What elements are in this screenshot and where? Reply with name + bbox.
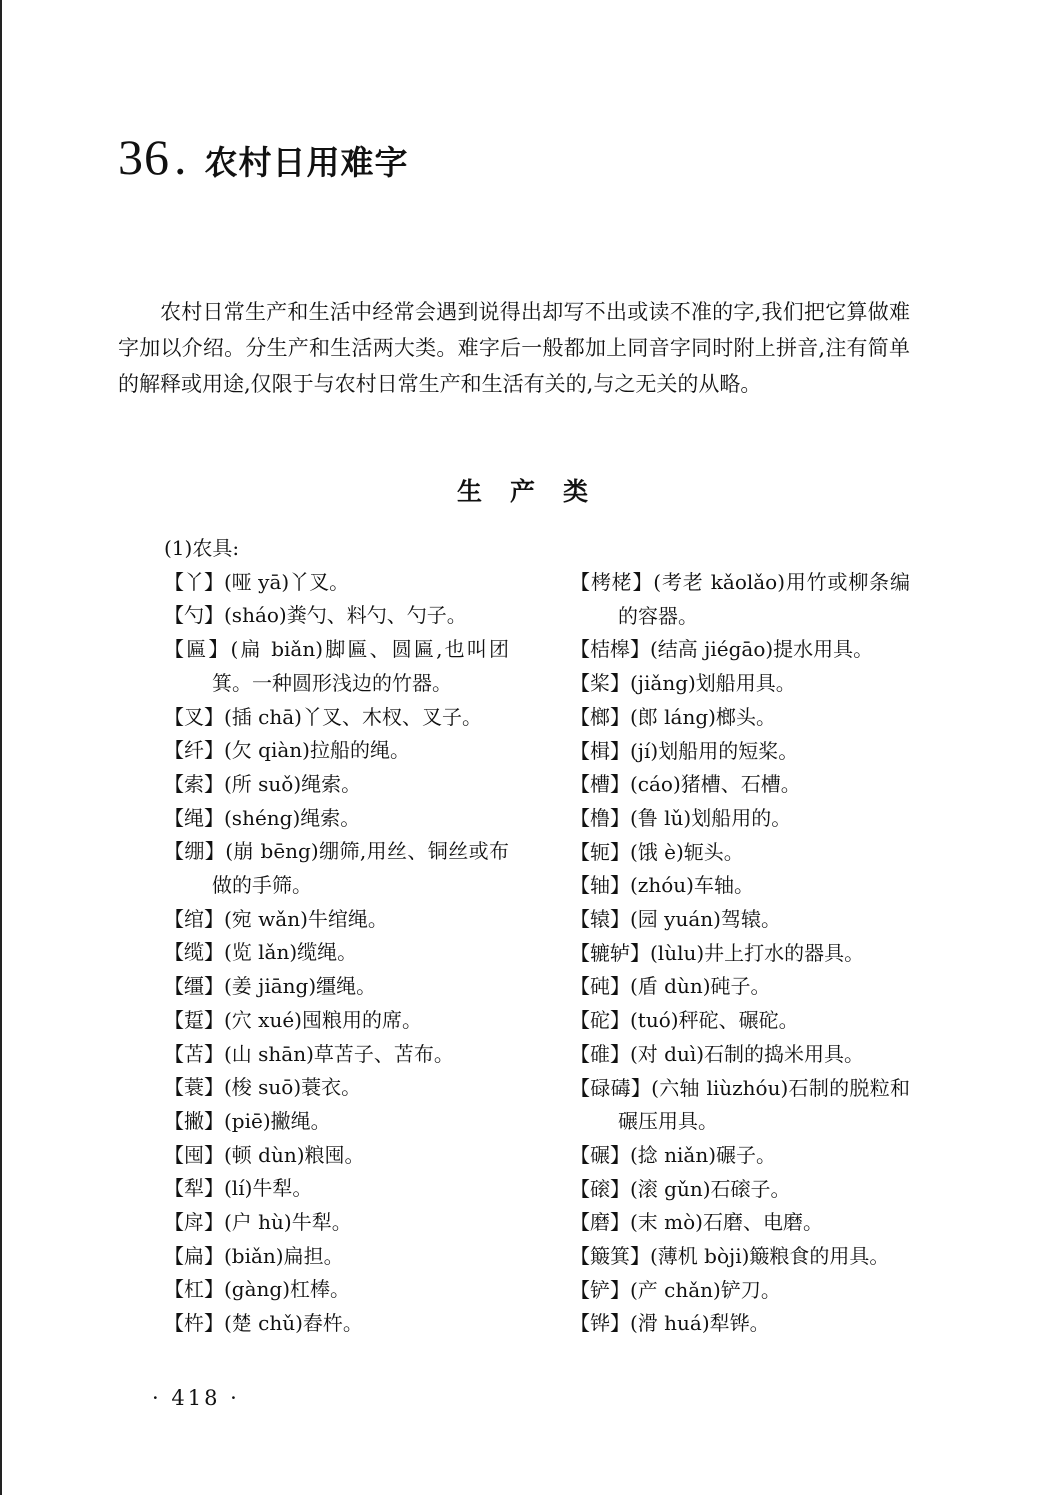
list-item: 【扁】(biǎn)扁担。 [164, 1243, 344, 1268]
list-item: 【缆】(览 lǎn)缆绳。 [164, 940, 358, 965]
list-item: 【碓】(对 duì)石制的捣米用具。 [570, 1041, 865, 1066]
page-number: · 418 · [152, 1386, 240, 1410]
list-item: 【苫】(山 shān)草苫子、苫布。 [164, 1041, 454, 1066]
list-item: 【缰】(姜 jiāng)缰绳。 [164, 974, 377, 999]
section-heading: 生产类 [456, 477, 616, 506]
list-item: 【砣】(tuó)秤砣、碾砣。 [570, 1008, 799, 1033]
subsection-label: (1)农具: [164, 536, 240, 560]
list-item: 【叉】(插 chā)丫叉、木杈、叉子。 [164, 704, 482, 729]
list-item: 【辘轳】(lùlu)井上打水的器具。 [570, 940, 865, 965]
list-item: 【蓑】(梭 suō)蓑衣。 [164, 1075, 362, 1100]
list-item: 【碌碡】(六轴 liùzhóu)石制的脱粒和碾压用具。 [570, 1075, 910, 1134]
list-item: 【桨】(jiǎng)划船用具。 [570, 671, 796, 696]
list-item: 【桔槔】(结高 jiégāo)提水用具。 [570, 637, 874, 662]
list-item: 【犁】(lí)牛犁。 [164, 1176, 313, 1201]
left-column [164, 532, 509, 1341]
list-item: 【栲栳】(考老 kǎolǎo)用竹或柳条编的容器。 [570, 570, 910, 628]
list-item: 【槽】(cáo)猪槽、石槽。 [570, 772, 801, 797]
chapter-number: 36 [118, 129, 170, 185]
intro-text: 农村日常生产和生活中经常会遇到说得出却写不出或读不准的字,我们把它算做难字加以介绍。分生产和生活两大类。难字后一般都加上同音字同时附上拼音,注有简单的解释或用途,仅限于与农村日常生产和生活有关的,与之无关的从略。 [118, 300, 910, 396]
list-item: 【踅】(穴 xué)囤粮用的席。 [164, 1007, 422, 1032]
chapter-heading [118, 128, 409, 186]
right-column [570, 566, 910, 1341]
list-item: 【丫】(哑 yā)丫叉。 [164, 569, 350, 594]
list-item: 【绳】(shéng)绳索。 [164, 805, 361, 830]
list-item: 【砘】(盾 dùn)砘子。 [570, 974, 771, 999]
list-item: 【杵】(楚 chǔ)舂杵。 [164, 1311, 363, 1336]
list-item: 【辕】(园 yuán)驾辕。 [570, 907, 781, 932]
list-item: 【铧】(滑 huá)犁铧。 [570, 1311, 770, 1336]
list-item: 【楫】(jí)划船用的短桨。 [570, 738, 799, 763]
list-item: 【囤】(顿 dùn)粮囤。 [164, 1142, 365, 1167]
chapter-dot: . [174, 129, 187, 185]
list-item: 【撇】(piē)撇绳。 [164, 1108, 331, 1133]
list-item: 【戽】(户 hù)牛犁。 [164, 1210, 352, 1235]
list-item: 【绷】(崩 bēng)绷筛,用丝、铜丝或布做的手筛。 [164, 839, 509, 898]
list-item: 【杠】(gàng)杠棒。 [164, 1277, 351, 1302]
list-item: 【索】(所 suǒ)绳索。 [164, 771, 362, 796]
list-item: 【橹】(鲁 lǔ)划船用的。 [570, 805, 792, 830]
list-item: 【绾】(宛 wǎn)牛绾绳。 [164, 906, 388, 931]
list-item: 【轴】(zhóu)车轴。 [570, 873, 754, 898]
list-item: 【磙】(滚 gǔn)石磙子。 [570, 1176, 791, 1201]
list-item: 【铲】(产 chǎn)铲刀。 [570, 1277, 781, 1302]
list-item: 【轭】(饿 è)轭头。 [570, 839, 744, 864]
chapter-title: 农村日用难字 [204, 143, 409, 182]
list-item: 【簸箕】(薄机 bòji)簸粮食的用具。 [570, 1244, 890, 1269]
list-item: 【榔】(郎 láng)榔头。 [570, 704, 776, 729]
list-item: 【纤】(欠 qiàn)拉船的绳。 [164, 738, 410, 763]
intro-paragraph [118, 294, 910, 402]
list-item: 【勺】(sháo)粪勺、料勺、勺子。 [164, 603, 467, 628]
page-edge-line [0, 0, 2, 1495]
list-item: 【碾】(捻 niǎn)碾子。 [570, 1142, 777, 1167]
list-item: 【匾】(扁 biǎn)脚匾、圆匾,也叫团箕。一种圆形浅边的竹器。 [164, 637, 509, 695]
list-item: 【磨】(末 mò)石磨、电磨。 [570, 1210, 823, 1235]
